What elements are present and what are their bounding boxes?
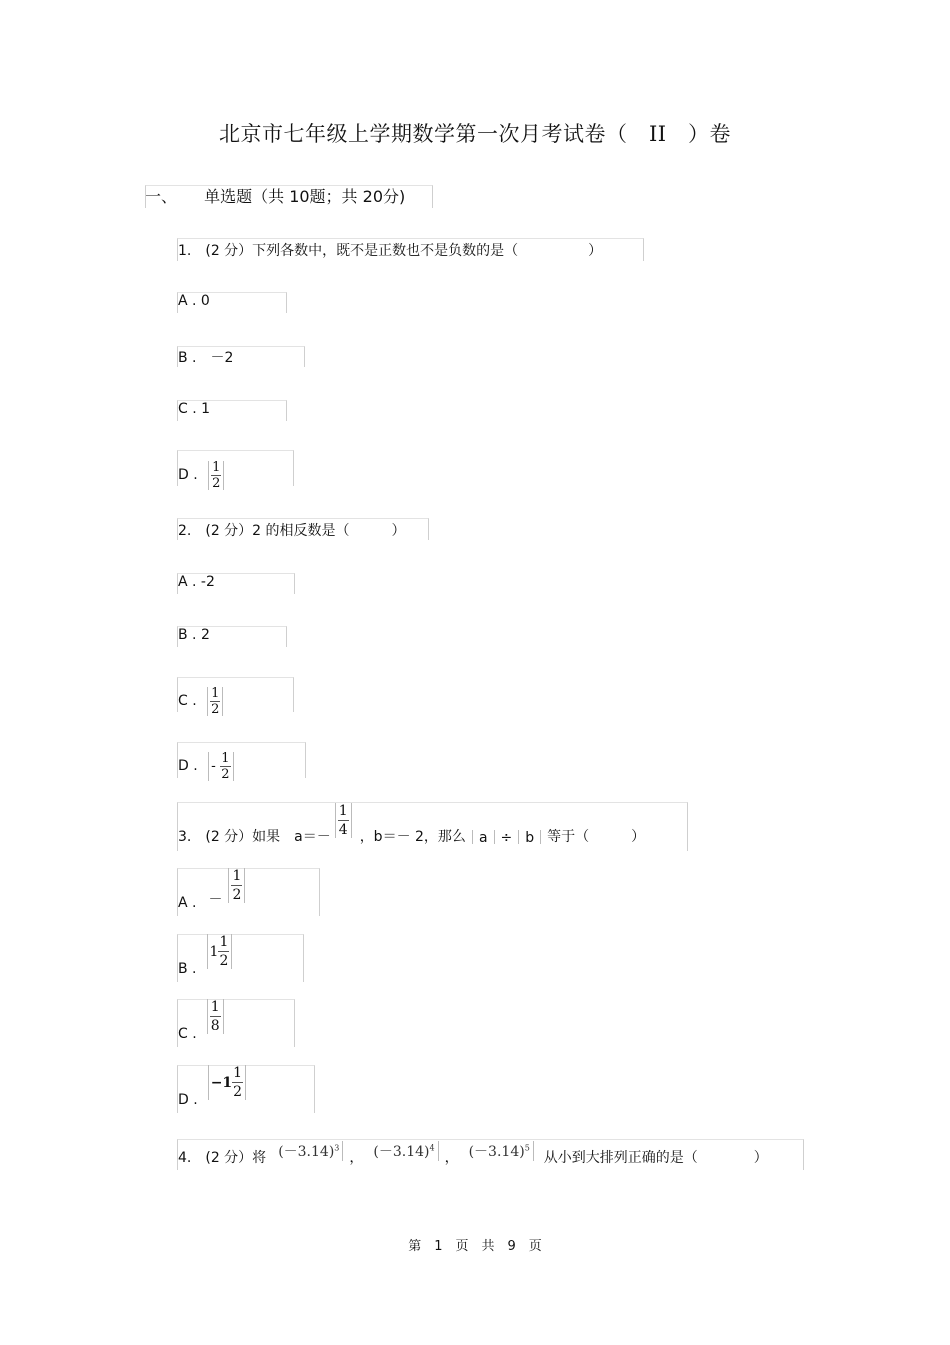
abs-bar xyxy=(518,830,519,844)
fraction-denominator: 8 xyxy=(210,1018,220,1034)
power-expression xyxy=(373,1141,438,1161)
fraction xyxy=(335,803,352,838)
fraction xyxy=(208,461,224,490)
power-base: (－3.14) xyxy=(373,1144,430,1160)
fraction-denominator: 2 xyxy=(232,887,242,903)
fraction-denominator: 2 xyxy=(211,701,220,717)
q3-option-c[interactable] xyxy=(178,999,224,1045)
q2-option-c-label: C . xyxy=(178,693,197,709)
fraction-denominator: 2 xyxy=(233,1084,243,1100)
q3-stem-divide: ÷ xyxy=(500,830,513,846)
fraction-denominator: 2 xyxy=(221,766,230,782)
power-exponent: 4 xyxy=(429,1143,435,1153)
power-exponent: 5 xyxy=(524,1143,530,1153)
abs-bar xyxy=(540,830,541,844)
q3-stem xyxy=(178,803,645,849)
q1-option-c[interactable]: C . 1 xyxy=(178,401,211,417)
fraction-numerator: 1 xyxy=(221,750,230,766)
power-base: (－3.14) xyxy=(468,1144,525,1160)
fraction-numerator: 1 xyxy=(212,459,221,475)
q3-option-d[interactable] xyxy=(178,1065,246,1111)
fraction-numerator: 1 xyxy=(211,685,220,701)
q3-option-a[interactable] xyxy=(178,868,245,914)
fraction xyxy=(208,752,233,781)
fraction xyxy=(207,687,223,716)
section-number: 一、 xyxy=(145,187,178,206)
fraction-sign: - xyxy=(211,758,216,774)
fraction-denominator: 2 xyxy=(219,953,229,969)
q3-stem-part: ，b＝－ 2，那么 xyxy=(359,829,466,845)
page-title: 北京市七年级上学期数学第一次月考试卷（ II ）卷 xyxy=(218,122,732,146)
fraction-denominator: 2 xyxy=(212,475,221,491)
fraction xyxy=(208,1065,246,1100)
q3-option-c-label: C . xyxy=(178,1026,197,1042)
power-exponent: 3 xyxy=(334,1143,340,1153)
section-label: 单选题（共 10题；共 20分) xyxy=(204,187,406,206)
power-expression xyxy=(469,1141,534,1161)
q2-option-a[interactable]: A . -2 xyxy=(178,574,215,590)
q4-comma: ， xyxy=(444,1150,459,1166)
q2-option-c[interactable] xyxy=(178,677,223,716)
q4-stem xyxy=(178,1141,768,1169)
q3-stem-a: a xyxy=(478,830,488,846)
q2-option-d[interactable] xyxy=(178,742,234,781)
fraction xyxy=(207,999,224,1034)
abs-bar xyxy=(494,830,495,844)
power-base: (－3.14) xyxy=(278,1144,335,1160)
q3-option-b-label: B . xyxy=(178,961,197,977)
mixed-whole: 1 xyxy=(209,943,219,960)
q4-stem-part: 4. (2 分）将 xyxy=(178,1150,267,1166)
q1-option-a[interactable]: A . 0 xyxy=(178,293,210,309)
fraction-denominator: 4 xyxy=(338,822,348,838)
q1-option-d[interactable] xyxy=(178,451,224,490)
page-footer: 第 1 页 共 9 页 xyxy=(408,1239,542,1254)
q4-stem-part: 从小到大排列正确的是（ ） xyxy=(543,1150,768,1166)
q1-option-b[interactable]: B . －2 xyxy=(178,350,234,366)
q1-option-d-label: D . xyxy=(178,467,198,483)
fraction xyxy=(228,868,245,903)
q3-option-a-label: A . xyxy=(178,895,197,911)
fraction-numerator: 1 xyxy=(232,868,242,884)
fraction xyxy=(207,934,233,969)
fraction-numerator: 1 xyxy=(338,803,348,819)
fraction-sign: － xyxy=(208,892,223,908)
section-box xyxy=(145,185,433,208)
fraction-numerator: 1 xyxy=(210,999,220,1015)
q4-comma: ， xyxy=(349,1150,364,1166)
q1-stem: 1. (2 分）下列各数中，既不是正数也不是负数的是（ ） xyxy=(178,243,603,259)
q2-option-d-label: D . xyxy=(178,758,198,774)
q3-stem-part: 等于（ ） xyxy=(547,829,646,845)
q3-stem-b: b xyxy=(525,830,535,846)
fraction-numerator: 1 xyxy=(233,1065,243,1081)
q2-option-b[interactable]: B . 2 xyxy=(178,627,210,643)
fraction-numerator: 1 xyxy=(219,934,229,950)
power-expression xyxy=(278,1141,343,1161)
q3-option-b[interactable] xyxy=(178,934,232,980)
q3-stem-part: 3. (2 分）如果 a＝－ xyxy=(178,829,331,845)
abs-bar xyxy=(472,830,473,844)
mixed-whole: −1 xyxy=(210,1074,233,1091)
q3-option-d-label: D . xyxy=(178,1092,198,1108)
q2-stem: 2. (2 分）2 的相反数是（ ） xyxy=(178,523,406,539)
